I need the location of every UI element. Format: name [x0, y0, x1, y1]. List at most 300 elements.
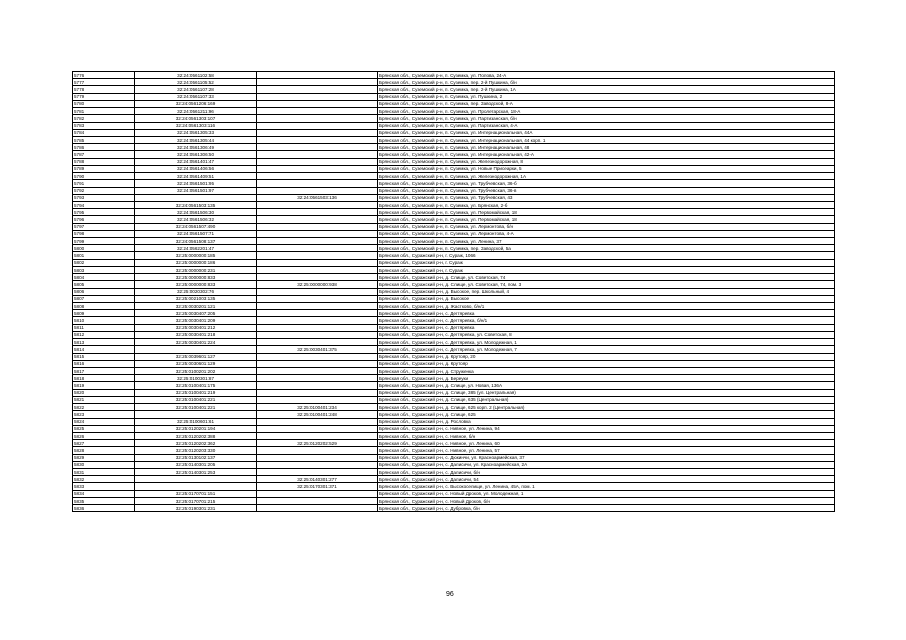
linked-cadastral-number-cell: [257, 201, 378, 208]
row-number-cell: 5796: [73, 216, 135, 223]
cadastral-number-cell: 32:25:0100301:87: [135, 375, 257, 382]
address-cell: Брянская обл., Суземский р-н, п. Суземка, пер. Заводской, 8-А: [378, 100, 835, 107]
address-cell: Брянская обл., Суражский р-н, г. Сураж: [378, 266, 835, 273]
address-cell: Брянская обл., Суземский р-н, п. Суземка, ул. Железнодорожная, 8: [378, 158, 835, 165]
row-number-cell: 5821: [73, 396, 135, 403]
row-number-cell: 5783: [73, 122, 135, 129]
registry-table-body: [73, 72, 835, 512]
row-number-cell: 5820: [73, 389, 135, 396]
cadastral-number-cell: 32:25:0000000:231: [135, 266, 257, 273]
cadastral-number-cell: 32:24:0561401:47: [135, 158, 257, 165]
cadastral-number-cell: [135, 476, 257, 483]
address-cell: Брянская обл., Суражский р-н, с. Нивное, ул. Ленина, 60: [378, 440, 835, 447]
row-number-cell: 5830: [73, 461, 135, 468]
row-number-cell: 5789: [73, 165, 135, 172]
linked-cadastral-number-cell: [257, 209, 378, 216]
linked-cadastral-number-cell: [257, 108, 378, 115]
address-cell: Брянская обл., Суражский р-н, д. Струженка: [378, 367, 835, 374]
row-number-cell: 5828: [73, 447, 135, 454]
table-row: [73, 230, 835, 237]
row-number-cell: 5836: [73, 505, 135, 512]
table-row: [73, 440, 835, 447]
table-row: [73, 158, 835, 165]
table-row: [73, 274, 835, 281]
address-cell: Брянская обл., Суземский р-н, п. Суземка, ул. Железнодорожная, 1А: [378, 173, 835, 180]
linked-cadastral-number-cell: [257, 158, 378, 165]
row-number-cell: 5816: [73, 360, 135, 367]
linked-cadastral-number-cell: [257, 180, 378, 187]
address-cell: Брянская обл., Суражский р-н, с. Дегтяревка, ул. Молодежная, 7: [378, 346, 835, 353]
address-cell: Брянская обл., Суземский р-н, п. Суземка, ул. Интернациональная, 48: [378, 144, 835, 151]
address-cell: Брянская обл., Суражский р-н, с. Нивное, ул. Ленина, 94: [378, 425, 835, 432]
row-number-cell: 5808: [73, 303, 135, 310]
table-row: [73, 288, 835, 295]
address-cell: Брянская обл., Суземский р-н, п. Суземка, ул. Попова, 24-А: [378, 72, 835, 79]
table-row: [73, 136, 835, 143]
row-number-cell: 5793: [73, 194, 135, 201]
address-cell: Брянская обл., Суземский р-н, п. Суземка, ул. Лермонтова, б/н: [378, 223, 835, 230]
cadastral-number-cell: 32:25:0100401:175: [135, 382, 257, 389]
row-number-cell: 5781: [73, 108, 135, 115]
linked-cadastral-number-cell: [257, 93, 378, 100]
table-row: [73, 165, 835, 172]
linked-cadastral-number-cell: [257, 382, 378, 389]
table-row: [73, 129, 835, 136]
row-number-cell: 5802: [73, 259, 135, 266]
cadastral-number-cell: 32:25:0120201:194: [135, 425, 257, 432]
cadastral-number-cell: 32:25:0030401:209: [135, 317, 257, 324]
address-cell: Брянская обл., Суражский р-н, д. Жастково, б/н/1: [378, 303, 835, 310]
cadastral-number-cell: 32:25:0100201:202: [135, 367, 257, 374]
row-number-cell: 5800: [73, 245, 135, 252]
row-number-cell: 5825: [73, 425, 135, 432]
row-number-cell: 5785: [73, 136, 135, 143]
address-cell: Брянская обл., Суземский р-н, п. Суземка, ул. Ленина, 37: [378, 238, 835, 245]
cadastral-number-cell: 32:25:0000000:833: [135, 274, 257, 281]
cadastral-number-cell: [135, 346, 257, 353]
table-row: [73, 324, 835, 331]
table-row: [73, 173, 835, 180]
linked-cadastral-number-cell: [257, 79, 378, 86]
linked-cadastral-number-cell: 32:25:0120202:529: [257, 440, 378, 447]
cadastral-number-cell: [135, 194, 257, 201]
row-number-cell: 5817: [73, 367, 135, 374]
table-row: [73, 259, 835, 266]
property-registry-table: [72, 71, 835, 512]
row-number-cell: 5798: [73, 230, 135, 237]
address-cell: Брянская обл., Суражский р-н, д. Слище, ул. Новая, 136А: [378, 382, 835, 389]
linked-cadastral-number-cell: [257, 505, 378, 512]
linked-cadastral-number-cell: [257, 375, 378, 382]
row-number-cell: 5813: [73, 339, 135, 346]
table-row: [73, 411, 835, 418]
address-cell: Брянская обл., Суражский р-н, с. Дегтяревка, б/н/1: [378, 317, 835, 324]
row-number-cell: 5778: [73, 86, 135, 93]
linked-cadastral-number-cell: [257, 274, 378, 281]
table-row: [73, 79, 835, 86]
table-row: [73, 187, 835, 194]
linked-cadastral-number-cell: [257, 295, 378, 302]
cadastral-number-cell: 32:24:0561507:71: [135, 230, 257, 237]
table-row: [73, 432, 835, 439]
linked-cadastral-number-cell: [257, 266, 378, 273]
linked-cadastral-number-cell: [257, 497, 378, 504]
cadastral-number-cell: 32:24:0561211:96: [135, 108, 257, 115]
cadastral-number-cell: 32:25:0030401:212: [135, 324, 257, 331]
cadastral-number-cell: [135, 483, 257, 490]
row-number-cell: 5809: [73, 310, 135, 317]
cadastral-number-cell: 32:24:0561105:52: [135, 79, 257, 86]
address-cell: Брянская обл., Суражский р-н, с. Нивное, ул. Ленина, 57: [378, 447, 835, 454]
address-cell: Брянская обл., Суражский р-н, с. Новый Дроков, ул. Молодежная, 1: [378, 490, 835, 497]
table-row: [73, 115, 835, 122]
table-row: [73, 389, 835, 396]
linked-cadastral-number-cell: 32:25:0100401:234: [257, 404, 378, 411]
table-row: [73, 223, 835, 230]
address-cell: Брянская обл., Суземский р-н, п. Суземка, ул. Первомайская, 18: [378, 209, 835, 216]
table-row: [73, 245, 835, 252]
linked-cadastral-number-cell: [257, 425, 378, 432]
address-cell: Брянская обл., Суражский р-н, с. Дегтяревка, ул. Молодежная, 1: [378, 339, 835, 346]
row-number-cell: 5803: [73, 266, 135, 273]
linked-cadastral-number-cell: [257, 238, 378, 245]
address-cell: Брянская обл., Суземский р-н, п. Суземка, ул. Интернациональная, 42-А: [378, 151, 835, 158]
address-cell: Брянская обл., Суражский р-н, д. Крутояр, 20: [378, 353, 835, 360]
address-cell: Брянская обл., Суражский р-н, д. Береуки: [378, 375, 835, 382]
row-number-cell: 5782: [73, 115, 135, 122]
table-row: [73, 360, 835, 367]
table-row: [73, 216, 835, 223]
table-row: [73, 469, 835, 476]
address-cell: Брянская обл., Суземский р-н, п. Суземка, ул. Интернациональная, 44 корп. 1: [378, 136, 835, 143]
row-number-cell: 5799: [73, 238, 135, 245]
table-row: [73, 396, 835, 403]
address-cell: Брянская обл., Суземский р-н, п. Суземка, ул. Лермонтова, 4-А: [378, 230, 835, 237]
cadastral-number-cell: 32:24:0561508:137: [135, 238, 257, 245]
cadastral-number-cell: 32:24:0561303:116: [135, 122, 257, 129]
linked-cadastral-number-cell: [257, 454, 378, 461]
linked-cadastral-number-cell: [257, 122, 378, 129]
row-number-cell: 5834: [73, 490, 135, 497]
table-row: [73, 310, 835, 317]
table-row: [73, 367, 835, 374]
row-number-cell: 5827: [73, 440, 135, 447]
row-number-cell: 5832: [73, 476, 135, 483]
linked-cadastral-number-cell: [257, 144, 378, 151]
row-number-cell: 5804: [73, 274, 135, 281]
cadastral-number-cell: 32:24:0561503:135: [135, 201, 257, 208]
address-cell: Брянская обл., Суражский р-н, г. Сураж: [378, 259, 835, 266]
row-number-cell: 5807: [73, 295, 135, 302]
address-cell: Брянская обл., Суземский р-н, п. Суземка, ул. Интернациональная, 44А: [378, 129, 835, 136]
table-row: [73, 418, 835, 425]
address-cell: Брянская обл., Суражский р-н, д. Высокое: [378, 295, 835, 302]
address-cell: Брянская обл., Суражский р-н, д. Слище, 625: [378, 411, 835, 418]
row-number-cell: 5806: [73, 288, 135, 295]
row-number-cell: 5831: [73, 469, 135, 476]
cadastral-number-cell: 32:25:0170701:151: [135, 490, 257, 497]
address-cell: Брянская обл., Суземский р-н, п. Суземка, пер. Заводской, 5а: [378, 245, 835, 252]
row-number-cell: 5833: [73, 483, 135, 490]
row-number-cell: 5811: [73, 324, 135, 331]
table-row: [73, 144, 835, 151]
address-cell: Брянская обл., Суземский р-н, п. Суземка, ул. Пролетарская, 18-А: [378, 108, 835, 115]
address-cell: Брянская обл., Суражский р-н, с. Дегтяревка: [378, 324, 835, 331]
cadastral-number-cell: 32:24:0561506:30: [135, 209, 257, 216]
address-cell: Брянская обл., Суражский р-н, д. Рословка: [378, 418, 835, 425]
row-number-cell: 5819: [73, 382, 135, 389]
cadastral-number-cell: 32:24:0561406:56: [135, 165, 257, 172]
table-row: [73, 317, 835, 324]
cadastral-number-cell: 32:24:0561306:49: [135, 144, 257, 151]
row-number-cell: 5788: [73, 158, 135, 165]
linked-cadastral-number-cell: [257, 389, 378, 396]
table-row: [73, 72, 835, 79]
cadastral-number-cell: 32:25:0021003:135: [135, 295, 257, 302]
linked-cadastral-number-cell: [257, 339, 378, 346]
cadastral-number-cell: 32:25:0100401:219: [135, 389, 257, 396]
linked-cadastral-number-cell: [257, 252, 378, 259]
row-number-cell: 5812: [73, 331, 135, 338]
linked-cadastral-number-cell: [257, 173, 378, 180]
cadastral-number-cell: 32:24:0561306:50: [135, 151, 257, 158]
address-cell: Брянская обл., Суземский р-н, п. Суземка, пер. 2-й Пушкина, б/н: [378, 79, 835, 86]
row-number-cell: 5784: [73, 129, 135, 136]
row-number-cell: 5779: [73, 93, 135, 100]
address-cell: Брянская обл., Суражский р-н, д. Слище, 385 (ул. Центральная): [378, 389, 835, 396]
linked-cadastral-number-cell: [257, 432, 378, 439]
address-cell: Брянская обл., Суземский р-н, п. Суземка, ул. Трубчевская, 36-б: [378, 180, 835, 187]
linked-cadastral-number-cell: [257, 115, 378, 122]
table-row: [73, 303, 835, 310]
table-row: [73, 122, 835, 129]
address-cell: Брянская обл., Суражский р-н, с. Дегтяревка: [378, 310, 835, 317]
row-number-cell: 5824: [73, 418, 135, 425]
table-row: [73, 447, 835, 454]
cadastral-number-cell: 32:25:0000000:186: [135, 259, 257, 266]
table-row: [73, 100, 835, 107]
linked-cadastral-number-cell: 32:25:0030401:375: [257, 346, 378, 353]
row-number-cell: 5777: [73, 79, 135, 86]
address-cell: Брянская обл., Суражский р-н, д. Слище, ул. Советская, 74: [378, 274, 835, 281]
cadastral-number-cell: 32:25:0030401:218: [135, 331, 257, 338]
address-cell: Брянская обл., Суражский р-н, с. Далисичи, ул. Красноармейская, 2А: [378, 461, 835, 468]
row-number-cell: 5780: [73, 100, 135, 107]
cadastral-number-cell: 32:24:0561107:28: [135, 86, 257, 93]
address-cell: Брянская обл., Суражский р-н, д. Крутояр: [378, 360, 835, 367]
cadastral-number-cell: 32:25:0030601:129: [135, 360, 257, 367]
row-number-cell: 5814: [73, 346, 135, 353]
table-row: [73, 483, 835, 490]
cadastral-number-cell: 32:24:0561305:33: [135, 129, 257, 136]
linked-cadastral-number-cell: 32:25:0000000:938: [257, 281, 378, 288]
row-number-cell: 5826: [73, 432, 135, 439]
linked-cadastral-number-cell: [257, 136, 378, 143]
linked-cadastral-number-cell: [257, 447, 378, 454]
table-row: [73, 151, 835, 158]
linked-cadastral-number-cell: [257, 288, 378, 295]
address-cell: Брянская обл., Суземский р-н, п. Суземка, ул. Партизанская, б/н: [378, 115, 835, 122]
address-cell: Брянская обл., Суражский р-н, с. Высокоселище, ул. Ленина, 45А, пом. 1: [378, 483, 835, 490]
linked-cadastral-number-cell: 32:24:0561503:136: [257, 194, 378, 201]
cadastral-number-cell: 32:25:0030407:205: [135, 310, 257, 317]
address-cell: Брянская обл., Суражский р-н, с. Дубровка, б/н: [378, 505, 835, 512]
linked-cadastral-number-cell: [257, 100, 378, 107]
table-row: [73, 490, 835, 497]
linked-cadastral-number-cell: 32:25:0100401:248: [257, 411, 378, 418]
linked-cadastral-number-cell: [257, 245, 378, 252]
table-row: [73, 331, 835, 338]
table-row: [73, 339, 835, 346]
row-number-cell: 5795: [73, 209, 135, 216]
cadastral-number-cell: 32:25:0100601:61: [135, 418, 257, 425]
row-number-cell: 5829: [73, 454, 135, 461]
linked-cadastral-number-cell: [257, 216, 378, 223]
linked-cadastral-number-cell: [257, 367, 378, 374]
table-row: [73, 252, 835, 259]
linked-cadastral-number-cell: [257, 165, 378, 172]
cadastral-number-cell: 32:24:0561102:58: [135, 72, 257, 79]
table-row: [73, 382, 835, 389]
cadastral-number-cell: 32:25:0000000:185: [135, 252, 257, 259]
cadastral-number-cell: 32:24:0561107:33: [135, 93, 257, 100]
cadastral-number-cell: 32:24:0562201:47: [135, 245, 257, 252]
table-row: [73, 194, 835, 201]
address-cell: Брянская обл., Суземский р-н, п. Суземка, ул. Пушкина, 2: [378, 93, 835, 100]
row-number-cell: 5805: [73, 281, 135, 288]
linked-cadastral-number-cell: [257, 324, 378, 331]
address-cell: Брянская обл., Суражский р-н, с. Дегтяревка, ул. Советская, 8: [378, 331, 835, 338]
linked-cadastral-number-cell: [257, 129, 378, 136]
address-cell: Брянская обл., Суземский р-н, п. Суземка, ул. Новые Присеарки, 5: [378, 165, 835, 172]
address-cell: Брянская обл., Суражский р-н, д. Слище, ул. Советская, 74, пом. 3: [378, 281, 835, 288]
address-cell: Брянская обл., Суражский р-н, д. Слище, 635 (Центральная): [378, 396, 835, 403]
table-row: [73, 209, 835, 216]
table-row: [73, 238, 835, 245]
cadastral-number-cell: 32:25:0100401:221: [135, 396, 257, 403]
row-number-cell: 5818: [73, 375, 135, 382]
cadastral-number-cell: 32:25:0140301:205: [135, 461, 257, 468]
cadastral-number-cell: 32:25:0130102:137: [135, 454, 257, 461]
address-cell: Брянская обл., Суземский р-н, п. Суземка, ул. Трубчевская, 36-в: [378, 187, 835, 194]
address-cell: Брянская обл., Суражский р-н, д. Слище, 625 корп. 2 (Центральная): [378, 404, 835, 411]
row-number-cell: 5787: [73, 151, 135, 158]
linked-cadastral-number-cell: [257, 230, 378, 237]
row-number-cell: 5810: [73, 317, 135, 324]
table-row: [73, 404, 835, 411]
table-row: [73, 86, 835, 93]
cadastral-number-cell: 32:25:0120203:330: [135, 447, 257, 454]
linked-cadastral-number-cell: [257, 490, 378, 497]
page-number: 96: [446, 591, 454, 598]
cadastral-number-cell: 32:25:0100401:221: [135, 404, 257, 411]
linked-cadastral-number-cell: [257, 418, 378, 425]
address-cell: Брянская обл., Суражский р-н, с. Дюкинчи, ул. Красноармейская, 37: [378, 454, 835, 461]
table-row: [73, 375, 835, 382]
address-cell: Брянская обл., Суражский р-н, д. Высокое, пер. Школьный, 4: [378, 288, 835, 295]
cadastral-number-cell: 32:25:0030401:224: [135, 339, 257, 346]
table-row: [73, 180, 835, 187]
linked-cadastral-number-cell: [257, 187, 378, 194]
row-number-cell: 5823: [73, 411, 135, 418]
cadastral-number-cell: 32:25:0190301:231: [135, 505, 257, 512]
linked-cadastral-number-cell: [257, 360, 378, 367]
linked-cadastral-number-cell: [257, 331, 378, 338]
cadastral-number-cell: 32:24:0561501:97: [135, 187, 257, 194]
row-number-cell: 5792: [73, 187, 135, 194]
table-row: [73, 454, 835, 461]
cadastral-number-cell: 32:24:0561409:51: [135, 173, 257, 180]
linked-cadastral-number-cell: [257, 259, 378, 266]
row-number-cell: 5776: [73, 72, 135, 79]
table-row: [73, 505, 835, 512]
cadastral-number-cell: 32:25:0170701:215: [135, 497, 257, 504]
table-row: [73, 353, 835, 360]
table-row: [73, 295, 835, 302]
cadastral-number-cell: 32:24:0561506:32: [135, 216, 257, 223]
row-number-cell: 5835: [73, 497, 135, 504]
linked-cadastral-number-cell: [257, 151, 378, 158]
linked-cadastral-number-cell: [257, 303, 378, 310]
address-cell: Брянская обл., Суражский р-н, г. Сураж, 1066: [378, 252, 835, 259]
table-row: [73, 461, 835, 468]
linked-cadastral-number-cell: [257, 317, 378, 324]
row-number-cell: 5822: [73, 404, 135, 411]
table-row: [73, 108, 835, 115]
cadastral-number-cell: [135, 411, 257, 418]
cadastral-number-cell: 32:25:0120202:388: [135, 432, 257, 439]
address-cell: Брянская обл., Суземский р-н, п. Суземка, ул. Брянская, 2-б: [378, 201, 835, 208]
cadastral-number-cell: 32:25:0039601:127: [135, 353, 257, 360]
row-number-cell: 5791: [73, 180, 135, 187]
cadastral-number-cell: 32:24:0561305:44: [135, 136, 257, 143]
linked-cadastral-number-cell: [257, 86, 378, 93]
row-number-cell: 5790: [73, 173, 135, 180]
cadastral-number-cell: 32:24:0561507:490: [135, 223, 257, 230]
cadastral-number-cell: 32:25:0020302:76: [135, 288, 257, 295]
cadastral-number-cell: 32:24:0561303:107: [135, 115, 257, 122]
row-number-cell: 5786: [73, 144, 135, 151]
row-number-cell: 5794: [73, 201, 135, 208]
linked-cadastral-number-cell: [257, 353, 378, 360]
row-number-cell: 5801: [73, 252, 135, 259]
table-row: [73, 266, 835, 273]
cadastral-number-cell: 32:25:0120202:362: [135, 440, 257, 447]
address-cell: Брянская обл., Суражский р-н, с. Далисичи, б/н: [378, 469, 835, 476]
cadastral-number-cell: 32:24:0561501:95: [135, 180, 257, 187]
linked-cadastral-number-cell: 32:25:0140301:277: [257, 476, 378, 483]
table-row: [73, 281, 835, 288]
address-cell: Брянская обл., Суземский р-н, п. Суземка, пер. 2-й Пушкина, 1А: [378, 86, 835, 93]
cadastral-number-cell: 32:25:0030201:121: [135, 303, 257, 310]
row-number-cell: 5815: [73, 353, 135, 360]
address-cell: Брянская обл., Суражский р-н, с. Новый Дроков, б/н: [378, 497, 835, 504]
cadastral-number-cell: 32:24:0561206:169: [135, 100, 257, 107]
table-row: [73, 497, 835, 504]
row-number-cell: 5797: [73, 223, 135, 230]
linked-cadastral-number-cell: [257, 72, 378, 79]
linked-cadastral-number-cell: [257, 396, 378, 403]
table-row: [73, 201, 835, 208]
address-cell: Брянская обл., Суземский р-н, п. Суземка, ул. Первомайская, 18: [378, 216, 835, 223]
table-row: [73, 425, 835, 432]
address-cell: Брянская обл., Суражский р-н, с. Нивное, б/н: [378, 432, 835, 439]
cadastral-number-cell: 32:25:0000000:833: [135, 281, 257, 288]
address-cell: Брянская обл., Суражский р-н, с. Далисичи, 54: [378, 476, 835, 483]
linked-cadastral-number-cell: 32:25:0170301:371: [257, 483, 378, 490]
linked-cadastral-number-cell: [257, 469, 378, 476]
linked-cadastral-number-cell: [257, 461, 378, 468]
